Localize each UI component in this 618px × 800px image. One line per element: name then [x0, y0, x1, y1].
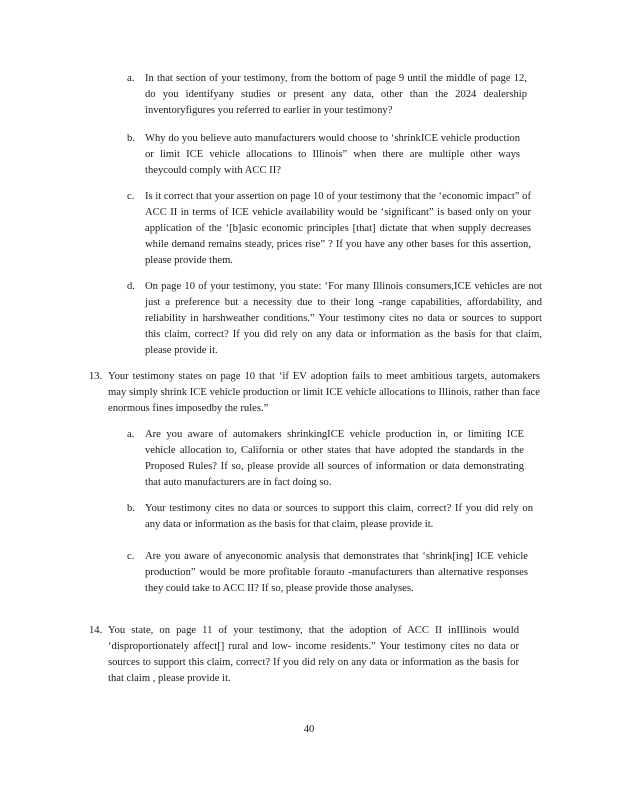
item-text: Are you aware of automakers shrinkingICE vehicle production in, or limiting ICE vehicle allocation to, California or other states that have adopted the standards in the Proposed Rules? If so, please provide all sources of information or data demonstrating that auto manufacturers are in fact doing so.	[145, 429, 524, 488]
item-marker: b.	[127, 503, 135, 514]
list-item	[127, 279, 542, 359]
numbered-item-13	[89, 369, 540, 417]
list-item	[127, 189, 531, 269]
list-item	[127, 71, 527, 119]
numbered-item-14	[89, 623, 519, 687]
item-text: Are you aware of anyeconomic analysis that demonstrates that ‘shrink[ing] ICE vehicle production” would be more profitable forauto -manufacturers than alternative responses they could take to ACC II? If so, please provide those analyses.	[145, 551, 528, 594]
item-text: Why do you believe auto manufacturers would choose to ‘shrinkICE vehicle production or limit ICE vehicle allocations to Illinois” when there are multiple other ways theycould comply with ACC II?	[145, 133, 520, 176]
item-marker: a.	[127, 73, 135, 84]
item-text: Your testimony cites no data or sources to support this claim, correct? If you did rely on any data or information as the basis for that claim, please provide it.	[145, 503, 533, 530]
list-item	[127, 427, 524, 491]
item-text: You state, on page 11 of your testimony, that the adoption of ACC II inIllinois would ‘disproportionately affect[] rural and low- income residents.” Your testimony cites no data or sources to support this claim, correct? If you did rely on any data or information as the basis for that claim , please provide it.	[108, 625, 519, 684]
list-item	[127, 501, 533, 533]
list-item	[127, 549, 528, 597]
item-number: 13.	[89, 371, 103, 382]
item-text: Your testimony states on page 10 that ‘if EV adoption fails to meet ambitious targets, automakers may simply shrink ICE vehicle production or limit ICE vehicle allocations to Illinois, rather than face enormous fines imposedby the rules.”	[108, 371, 540, 414]
item-marker: c.	[127, 191, 135, 202]
list-item	[127, 131, 520, 179]
item-marker: a.	[127, 429, 135, 440]
item-marker: d.	[127, 281, 135, 292]
item-number: 14.	[89, 625, 103, 636]
page-number: 40	[303, 724, 315, 735]
item-text: On page 10 of your testimony, you state: ‘For many Illinois consumers,ICE vehicles are not just a preference but a necessity due to their long -range capabilities, affordability, and reliability in harshweather conditions.” Your testimony cites no data or sources to support this claim, correct? If you did rely on any data or information as the basis for that claim, please provide it.	[145, 281, 542, 356]
item-text: Is it correct that your assertion on page 10 of your testimony that the ‘economic impact” of ACC II in terms of ICE vehicle availability would be ‘significant” is based only on your application of the ‘[b]asic economic principles [that] dictate that when supply decreases while demand remains steady, prices rise” ? If you have any other bases for this assertion, please provide them.	[145, 191, 531, 266]
item-text: In that section of your testimony, from the bottom of page 9 until the middle of page 12, do you identifyany studies or present any data, other than the 2024 dealership inventoryfigures you referred to earlier in your testimony?	[145, 73, 527, 116]
item-marker: c.	[127, 551, 135, 562]
item-marker: b.	[127, 133, 135, 144]
